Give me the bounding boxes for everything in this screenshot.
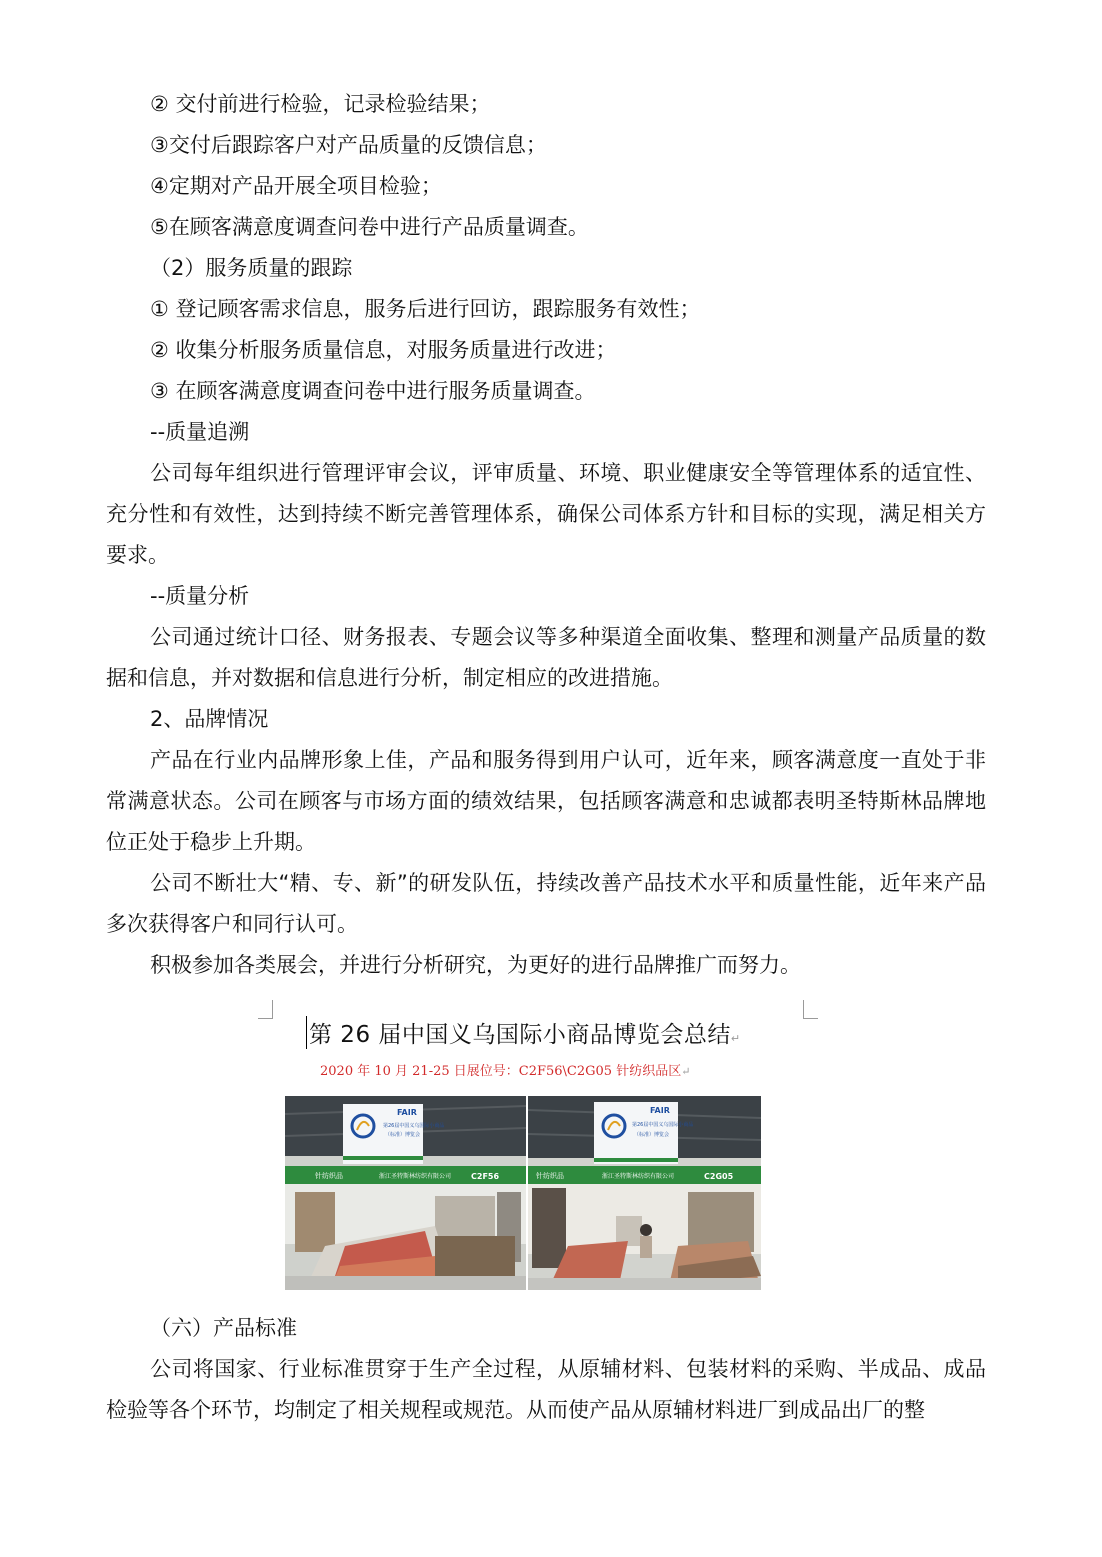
- exhibition-figure: [258, 996, 818, 1296]
- booth-code-right: C2G05: [704, 1172, 734, 1181]
- paragraph-product-standards: 公司将国家、行业标准贯穿于生产全过程，从原辅材料、包装材料的采购、半成品、成品检验等各个环节，均制定了相关规程或规范。从而使产品从原辅材料进厂到成品出厂的整: [106, 1357, 986, 1422]
- booth-sign-right: 针纺织品: [536, 1172, 564, 1180]
- paragraph-mark-icon: ↵: [681, 1065, 691, 1078]
- list-item-service-survey: ③ 在顾客满意度调查问卷中进行服务质量调查。: [150, 379, 596, 403]
- booth-company-left: 浙江圣特斯林纺织有限公司: [379, 1173, 452, 1180]
- paragraph-rnd-team: 公司不断壮大“精、专、新”的研发队伍，持续改善产品技术水平和质量性能，近年来产品多次获得客户和同行认可。: [106, 871, 986, 936]
- list-item-periodic-inspection: ④定期对产品开展全项目检验；: [150, 174, 442, 198]
- crop-mark-top-left: [258, 1000, 273, 1019]
- booth-sign-left: 针纺织品: [315, 1172, 343, 1180]
- crop-mark-top-right: [803, 1000, 818, 1019]
- paragraph-mark-icon: ↵: [730, 1032, 741, 1045]
- paragraph-exhibitions: 积极参加各类展会，并进行分析研究，为更好的进行品牌推广而努力。: [150, 953, 801, 977]
- section-heading-product-standards: （六）产品标准: [150, 1316, 297, 1340]
- list-item-feedback-tracking: ③交付后跟踪客户对产品质量的反馈信息；: [150, 133, 547, 157]
- subheading-service-quality: （2）服务质量的跟踪: [150, 256, 353, 280]
- banner-brand: FAIR: [397, 1108, 417, 1117]
- paragraph-brand-image: 产品在行业内品牌形象上佳，产品和服务得到用户认可，近年来，顾客满意度一直处于非常满意状态。公司在顾客与市场方面的绩效结果，包括顾客满意和忠诚都表明圣特斯林品牌地位正处于稳步上升期。: [106, 748, 986, 854]
- list-item-customer-demand: ① 登记顾客需求信息，服务后进行回访，跟踪服务有效性；: [150, 297, 701, 321]
- banner-line-2-right: （标准）博览会: [634, 1132, 670, 1138]
- list-item-service-analysis: ② 收集分析服务质量信息，对服务质量进行改进；: [150, 338, 617, 362]
- booth-photo-right: [528, 1096, 761, 1290]
- subheading-brand-situation: 2、品牌情况: [150, 707, 269, 731]
- list-item-delivery-inspection: ② 交付前进行检验，记录检验结果；: [150, 92, 491, 116]
- subheading-quality-analysis: --质量分析: [150, 584, 250, 608]
- figure-subtitle: 2020 年 10 月 21-25 日展位号：C2F56\C2G05 针纺织品区↵: [320, 1064, 691, 1079]
- booth-photos: [285, 1096, 761, 1290]
- banner-line-1-right: 第26届中国义乌国际小商品: [632, 1122, 694, 1128]
- booth-company-right: 浙江圣特斯林纺织有限公司: [602, 1173, 675, 1180]
- banner-line-1: 第26届中国义乌国际小商品: [383, 1123, 445, 1129]
- booth-photo-left: [285, 1096, 526, 1290]
- figure-title: 第 26 届中国义乌国际小商品博览会总结↵: [306, 1016, 779, 1049]
- list-item-satisfaction-survey: ⑤在顾客满意度调查问卷中进行产品质量调查。: [150, 215, 589, 239]
- banner-line-2: （标准）博览会: [385, 1132, 421, 1138]
- paragraph-management-review: 公司每年组织进行管理评审会议，评审质量、环境、职业健康安全等管理体系的适宜性、充分性和有效性，达到持续不断完善管理体系，确保公司体系方针和目标的实现，满足相关方要求。: [106, 461, 986, 567]
- paragraph-quality-data: 公司通过统计口径、财务报表、专题会议等多种渠道全面收集、整理和测量产品质量的数据和信息，并对数据和信息进行分析，制定相应的改进措施。: [106, 625, 986, 690]
- booth-code-left: C2F56: [471, 1172, 500, 1181]
- subheading-quality-traceability: --质量追溯: [150, 420, 250, 444]
- banner-brand-right: FAIR: [650, 1106, 670, 1115]
